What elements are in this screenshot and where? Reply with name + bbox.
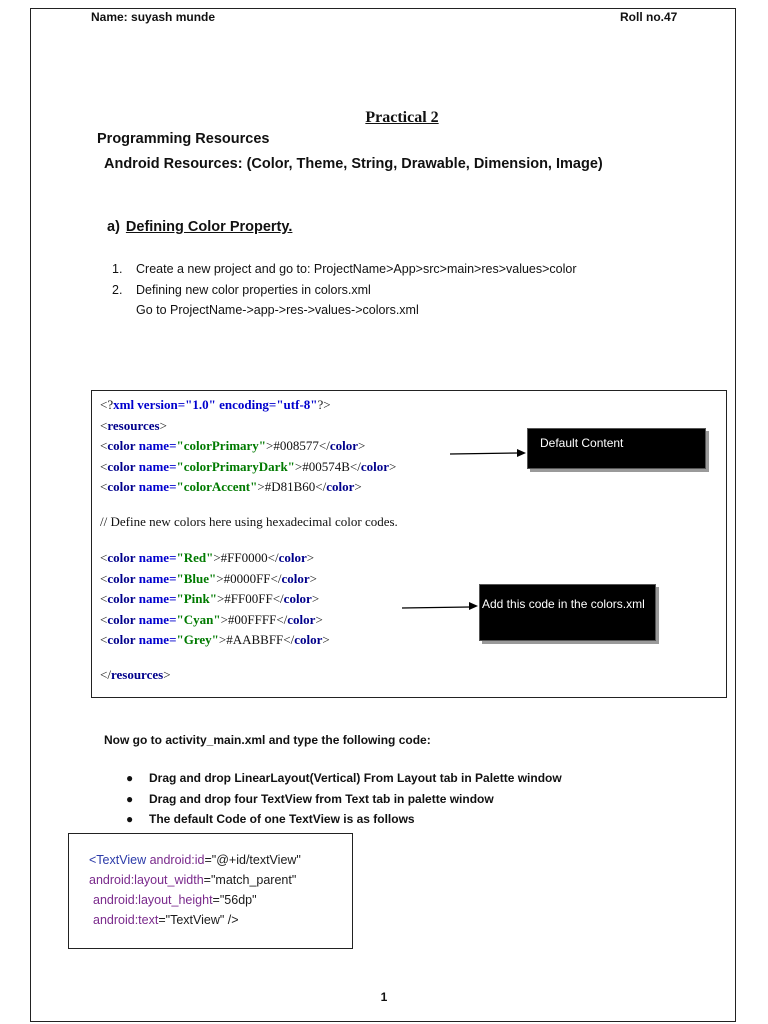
code2-line-3: android:layout_height="56dp" (93, 893, 257, 907)
roll-number: Roll no.47 (620, 10, 678, 24)
textview-code-box (68, 833, 353, 949)
resources-close-tag: </resources> (100, 667, 171, 682)
bullet-dot-icon: ● (126, 771, 134, 785)
textview-code (89, 850, 301, 930)
section-heading (107, 219, 292, 235)
bullet-dot-icon: ● (126, 791, 134, 806)
section-label: Defining Color Property. (125, 219, 293, 235)
step-2-detail: Go to ProjectName->app->res->values->colors.xml (136, 303, 419, 317)
step-2-number: 2. (112, 282, 123, 297)
xml-default-block (100, 395, 396, 498)
arrow-to-add-callout (400, 600, 482, 614)
instruction-bullets (126, 768, 562, 830)
subtitle: Programming Resources (97, 131, 270, 147)
color-line-pink: <color name="Pink">#FF00FF</color> (100, 591, 320, 606)
xml-new-colors-block (100, 548, 330, 651)
color-line-red: <color name="Red">#FF0000</color> (100, 550, 315, 565)
page-title: Practical 2 (365, 109, 439, 126)
xml-declaration: <?xml version="1.0" encoding="utf-8"?> (100, 397, 331, 412)
color-line-colorPrimaryDark: <color name="colorPrimaryDark">#00574B</color> (100, 458, 397, 474)
student-name: Name: suyash munde (91, 10, 216, 24)
section-letter: a) (107, 219, 120, 235)
add-code-callout: Add this code in the colors.xml (479, 584, 656, 641)
code2-line-1: <TextView android:id="@+id/textView" (89, 853, 301, 867)
bullet-item: ● The default Code of one TextView is as follows (126, 809, 562, 830)
step-1 (112, 259, 577, 280)
color-line-cyan: <color name="Cyan">#00FFFF</color> (100, 611, 323, 627)
color-line-grey: <color name="Grey">#AABBFF</color> (100, 632, 330, 647)
step-2-text: Defining new color properties in colors.xml (136, 282, 371, 297)
activity-main-note: Now go to activity_main.xml and type the following code: (104, 733, 431, 747)
step-1-text: Create a new project and go to: ProjectName>App>src>main>res>values>color (136, 262, 577, 276)
default-content-callout: Default Content (527, 428, 706, 469)
bullet-item: ● Drag and drop LinearLayout(Vertical) From Layout tab in Palette window (126, 768, 562, 789)
bullet-dot-icon: ● (126, 812, 134, 826)
arrow-to-default-callout (448, 446, 530, 460)
steps-list (112, 259, 577, 321)
code2-line-2: android:layout_width="match_parent" (89, 873, 297, 887)
color-line-colorAccent: <color name="colorAccent">#D81B60</color> (100, 479, 362, 494)
bullet-item: ● Drag and drop four TextView from Text tab in palette window (126, 789, 562, 810)
color-line-blue: <color name="Blue">#0000FF</color> (100, 570, 317, 586)
code2-line-4: android:text="TextView" /> (93, 913, 239, 927)
resources-open-tag: <resources> (100, 417, 167, 433)
step-1-number: 1. (112, 262, 123, 276)
page-number: 1 (380, 990, 388, 1004)
xml-comment: // Define new colors here using hexadecimal color codes. (100, 514, 398, 529)
step-2 (112, 280, 577, 301)
color-line-colorPrimary: <color name="colorPrimary">#008577</color> (100, 438, 366, 453)
subtitle-resources: Android Resources: (Color, Theme, String, Drawable, Dimension, Image) (104, 156, 603, 172)
